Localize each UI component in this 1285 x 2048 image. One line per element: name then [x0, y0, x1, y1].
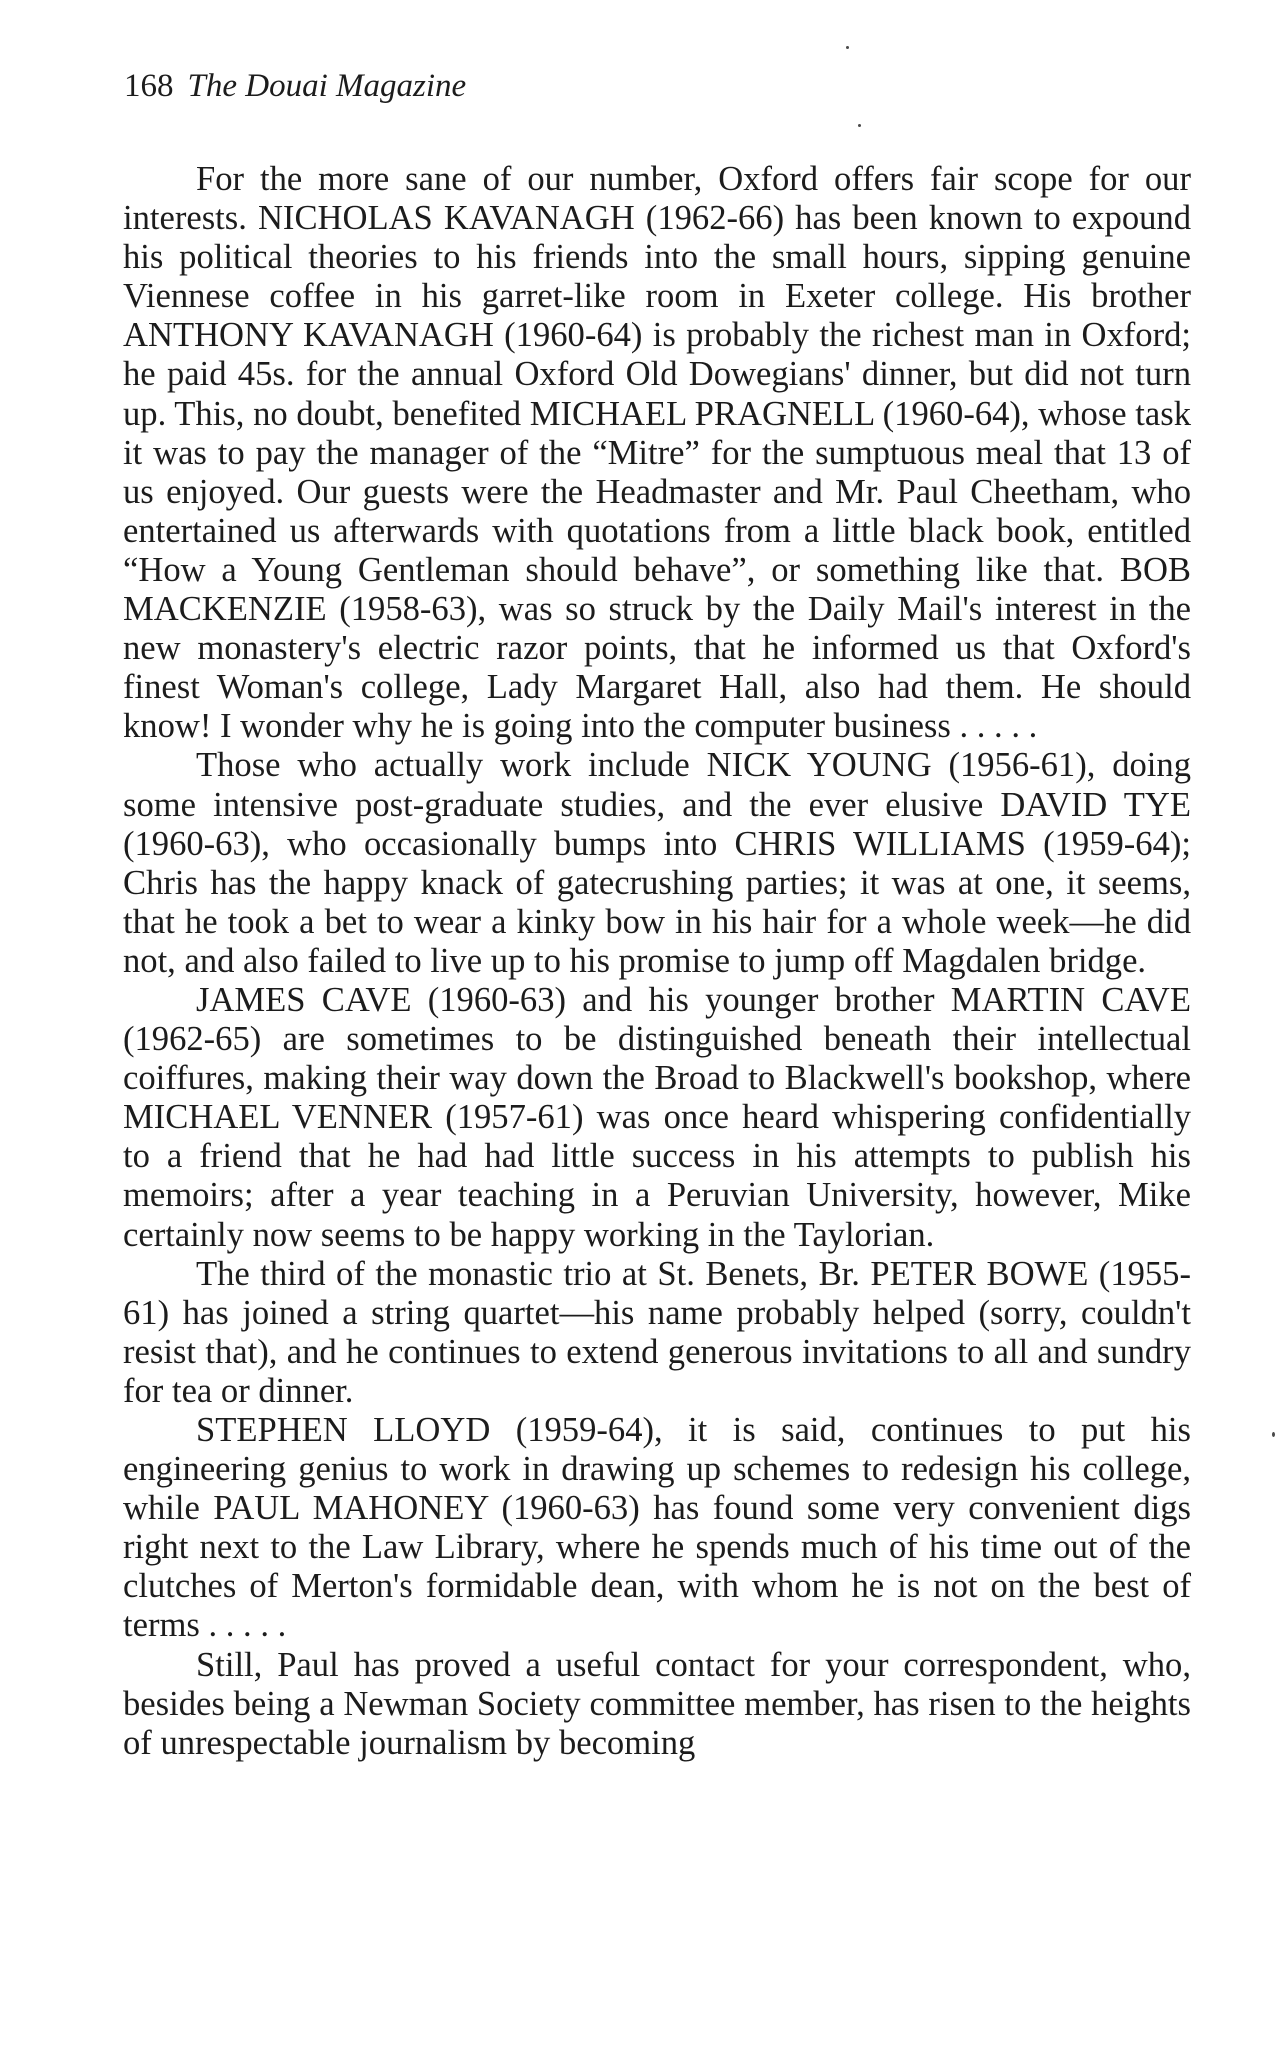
paragraph-cave-brothers: JAMES CAVE (1960-63) and his younger brother MARTIN CAVE (1962-65) are sometimes to be distinguished beneath their intellectual coiffures, making their way down the Broad to Blackwell's bookshop, where MICHAEL VENNER (1957-61) was once heard whispering confidentially to a friend that he had had little success in his attempts to publish his memoirs; after a year teaching in a Peruvian University, however, Mike certainly now seems to be happy working in the Taylorian.	[123, 980, 1191, 1254]
paragraph-workers: Those who actually work include NICK YOUNG (1956-61), doing some intensive post-graduate studies, and the ever elusive DAVID TYE (1960-63), who occasionally bumps into CHRIS WILLIAMS (1959-64); Chris has the happy knack of gatecrushing parties; it was at one, it seems, that he took a bet to wear a kinky bow in his hair for a whole week—he did not, and also failed to live up to his promise to jump off Magdalen bridge.	[123, 746, 1191, 980]
paragraph-lloyd-mahoney: STEPHEN LLOYD (1959-64), it is said, continues to put his engineering genius to work in drawing up schemes to redesign his college, while PAUL MAHONEY (1960-63) has found some very convenient digs right next to the Law Library, where he spends much of his time out of the clutches of Merton's formidable dean, with whom he is not on the best of terms . . . . .	[123, 1411, 1191, 1645]
scan-speck	[1272, 1432, 1275, 1437]
page-number: 168	[124, 68, 174, 104]
paragraph-correspondent: Still, Paul has proved a useful contact for your correspondent, who, besides being a Newman Society committee member, has risen to the heights of unrespectable journalism by becoming	[123, 1645, 1191, 1762]
running-head	[124, 66, 466, 106]
article-body	[123, 160, 1191, 1763]
scan-speck	[858, 124, 861, 127]
paragraph-oxford-dinner: For the more sane of our number, Oxford offers fair scope for our interests. NICHOLAS KAVANAGH (1962-66) has been known to expound his political theories to his friends into the small hours, sipping genuine Viennese coffee in his garret-like room in Exeter college. His brother ANTHONY KAVANAGH (1960-64) is probably the richest man in Oxford; he paid 45s. for the annual Oxford Old Dowegians' dinner, but did not turn up. This, no doubt, benefited MICHAEL PRAGNELL (1960-64), whose task it was to pay the manager of the “Mitre” for the sumptuous meal that 13 of us enjoyed. Our guests were the Headmaster and Mr. Paul Cheetham, who entertained us afterwards with quotations from a little black book, entitled “How a Young Gentleman should behave”, or something like that. BOB MACKENZIE (1958-63), was so struck by the Daily Mail's interest in the new monastery's electric razor points, that he informed us that Oxford's finest Woman's college, Lady Margaret Hall, also had them. He should know! I wonder why he is going into the computer business . . . . .	[123, 160, 1191, 746]
paragraph-monastic-trio: The third of the monastic trio at St. Benets, Br. PETER BOWE (1955-61) has joined a string quartet—his name probably helped (sorry, couldn't resist that), and he continues to extend generous invitations to all and sundry for tea or dinner.	[123, 1254, 1191, 1410]
running-title: The Douai Magazine	[187, 68, 467, 104]
scan-speck	[846, 46, 849, 49]
